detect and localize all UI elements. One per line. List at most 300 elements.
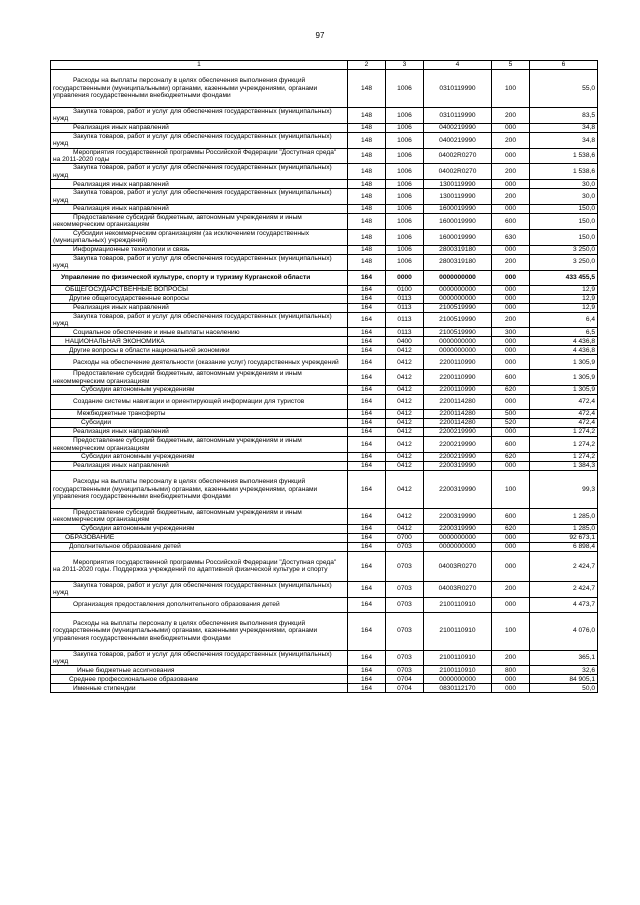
cell-expense-type: 620 [492,452,530,461]
column-header: 1 [51,61,348,70]
cell-expense-type: 520 [492,419,530,428]
table-row [51,370,598,386]
cell-admin-code: 148 [348,70,386,108]
cell-target-code: 2200110990 [424,386,492,395]
cell-expense-type: 000 [492,303,530,312]
cell-section-code: 1006 [386,245,424,254]
cell-expense-type: 620 [492,524,530,533]
cell-target-code: 1600019990 [424,205,492,214]
cell-expense-type: 000 [492,148,530,164]
cell-target-code: 2100519990 [424,312,492,328]
cell-section-code: 0412 [386,346,424,355]
table-row [51,355,598,370]
cell-name: Социальное обеспечение и иные выплаты населению [51,328,348,337]
cell-amount: 1 305,9 [530,386,598,395]
cell-name: Другие общегосударственные вопросы [51,294,348,303]
cell-amount: 92 673,1 [530,533,598,542]
cell-admin-code: 148 [348,205,386,214]
cell-admin-code: 164 [348,666,386,675]
cell-name: Закупка товаров, работ и услуг для обеспечения государственных (муниципальных) нужд [51,189,348,205]
cell-amount: 50,0 [530,684,598,693]
cell-section-code: 1006 [386,214,424,230]
table-row [51,395,598,410]
cell-amount: 1 305,9 [530,370,598,386]
cell-name: Реализация иных направлений [51,461,348,470]
cell-expense-type: 000 [492,542,530,551]
cell-expense-type: 200 [492,164,530,180]
cell-target-code: 2100110910 [424,612,492,650]
cell-expense-type: 000 [492,395,530,410]
cell-name: ОБРАЗОВАНИЕ [51,533,348,542]
cell-section-code: 0000 [386,270,424,285]
cell-name: Реализация иных направлений [51,428,348,437]
cell-name: Предоставление субсидий бюджетным, автономным учреждениям и иным некоммерческим организациям [51,437,348,453]
cell-section-code: 0412 [386,410,424,419]
cell-name: Закупка товаров, работ и услуг для обеспечения государственных (муниципальных) нужд [51,581,348,597]
cell-section-code: 0100 [386,285,424,294]
cell-admin-code: 164 [348,684,386,693]
cell-name: Создание системы навигации и ориентирующей информации для туристов [51,395,348,410]
cell-name: ОБЩЕГОСУДАРСТВЕННЫЕ ВОПРОСЫ [51,285,348,294]
cell-section-code: 0704 [386,675,424,684]
cell-target-code: 2100519990 [424,328,492,337]
table-row [51,428,598,437]
column-header: 4 [424,61,492,70]
table-row [51,337,598,346]
cell-admin-code: 148 [348,214,386,230]
cell-amount: 2 424,7 [530,581,598,597]
column-header: 5 [492,61,530,70]
cell-target-code: 2100110910 [424,650,492,666]
cell-expense-type: 800 [492,666,530,675]
cell-admin-code: 148 [348,245,386,254]
cell-amount: 99,3 [530,470,598,508]
cell-target-code: 04003R0270 [424,551,492,581]
cell-name: Другие вопросы в области национальной экономики [51,346,348,355]
cell-name: Закупка товаров, работ и услуг для обеспечения государственных (муниципальных) нужд [51,108,348,124]
table-row [51,123,598,132]
cell-amount: 3 250,0 [530,245,598,254]
cell-amount: 6 898,4 [530,542,598,551]
table-row [51,524,598,533]
cell-expense-type: 600 [492,508,530,524]
table-row [51,684,598,693]
cell-expense-type: 200 [492,254,530,270]
cell-target-code: 0000000000 [424,533,492,542]
cell-section-code: 1006 [386,229,424,245]
cell-amount: 12,9 [530,294,598,303]
column-header: 2 [348,61,386,70]
cell-expense-type: 000 [492,245,530,254]
cell-expense-type: 600 [492,437,530,453]
cell-amount: 150,0 [530,214,598,230]
cell-admin-code: 164 [348,612,386,650]
cell-amount: 55,0 [530,70,598,108]
cell-name: Расходы на выплаты персоналу в целях обеспечения выполнения функций государственными (муниципальными) органами, казенными учреждениями, органами управления государственными внебюджетными фондами [51,612,348,650]
cell-section-code: 1006 [386,148,424,164]
cell-amount: 12,9 [530,285,598,294]
cell-expense-type: 000 [492,675,530,684]
cell-amount: 30,0 [530,180,598,189]
cell-target-code: 1600019990 [424,214,492,230]
cell-expense-type: 000 [492,355,530,370]
cell-amount: 1 274,2 [530,437,598,453]
cell-amount: 1 538,6 [530,148,598,164]
table-row [51,164,598,180]
cell-expense-type: 100 [492,70,530,108]
cell-amount: 12,9 [530,303,598,312]
cell-amount: 472,4 [530,419,598,428]
cell-section-code: 1006 [386,180,424,189]
cell-amount: 472,4 [530,410,598,419]
cell-section-code: 0412 [386,386,424,395]
cell-section-code: 0113 [386,303,424,312]
table-row [51,132,598,148]
cell-target-code: 2200114280 [424,410,492,419]
cell-section-code: 0412 [386,524,424,533]
cell-target-code: 0830112170 [424,684,492,693]
cell-expense-type: 200 [492,581,530,597]
cell-name: Реализация иных направлений [51,303,348,312]
cell-name: Иные бюджетные ассигнования [51,666,348,675]
cell-amount: 1 274,2 [530,452,598,461]
table-row [51,470,598,508]
table-row [51,254,598,270]
cell-expense-type: 000 [492,684,530,693]
table-row [51,294,598,303]
cell-target-code: 2100110910 [424,597,492,612]
cell-section-code: 0412 [386,355,424,370]
cell-amount: 32,6 [530,666,598,675]
cell-section-code: 1006 [386,123,424,132]
cell-amount: 150,0 [530,229,598,245]
cell-section-code: 0704 [386,684,424,693]
cell-name: Субсидии автономным учреждениям [51,386,348,395]
table-row [51,542,598,551]
cell-name: Субсидии [51,419,348,428]
cell-section-code: 0703 [386,612,424,650]
cell-section-code: 0412 [386,428,424,437]
cell-section-code: 0703 [386,597,424,612]
cell-name: Реализация иных направлений [51,205,348,214]
cell-amount: 6,4 [530,312,598,328]
cell-section-code: 1006 [386,108,424,124]
cell-admin-code: 164 [348,337,386,346]
table-row [51,675,598,684]
budget-table [50,60,598,693]
cell-target-code: 0400219990 [424,123,492,132]
cell-amount: 84 905,1 [530,675,598,684]
cell-expense-type: 300 [492,328,530,337]
cell-admin-code: 148 [348,123,386,132]
cell-name: Среднее профессиональное образование [51,675,348,684]
cell-name: Реализация иных направлений [51,180,348,189]
cell-amount: 83,5 [530,108,598,124]
cell-amount: 1 274,2 [530,428,598,437]
cell-amount: 30,0 [530,189,598,205]
cell-target-code: 0000000000 [424,294,492,303]
cell-section-code: 1006 [386,70,424,108]
page-number: 97 [315,31,325,40]
cell-section-code: 0113 [386,294,424,303]
table-row [51,148,598,164]
table-row [51,214,598,230]
table-row [51,270,598,285]
cell-admin-code: 164 [348,524,386,533]
cell-section-code: 1006 [386,189,424,205]
cell-admin-code: 164 [348,508,386,524]
cell-amount: 150,0 [530,205,598,214]
table-row [51,597,598,612]
cell-name: Субсидии автономным учреждениям [51,452,348,461]
cell-admin-code: 164 [348,419,386,428]
cell-target-code: 0000000000 [424,542,492,551]
table-row [51,328,598,337]
table-row [51,108,598,124]
table-row [51,205,598,214]
table-row [51,419,598,428]
cell-section-code: 0703 [386,542,424,551]
table-row [51,452,598,461]
cell-admin-code: 164 [348,395,386,410]
cell-target-code: 0310119990 [424,108,492,124]
cell-target-code: 2800319180 [424,254,492,270]
cell-name: Расходы на выплаты персоналу в целях обеспечения выполнения функций государственными (муниципальными) органами, казенными учреждениями, органами управления государственными внебюджетными фондами [51,470,348,508]
cell-section-code: 0412 [386,419,424,428]
table-row [51,245,598,254]
cell-target-code: 0000000000 [424,337,492,346]
cell-admin-code: 164 [348,461,386,470]
cell-admin-code: 164 [348,410,386,419]
cell-admin-code: 164 [348,470,386,508]
column-header: 6 [530,61,598,70]
table-row [51,312,598,328]
cell-expense-type: 600 [492,370,530,386]
cell-target-code: 0000000000 [424,675,492,684]
cell-admin-code: 164 [348,542,386,551]
table-row [51,581,598,597]
cell-admin-code: 164 [348,533,386,542]
cell-expense-type: 000 [492,205,530,214]
cell-target-code: 0000000000 [424,270,492,285]
cell-target-code: 2200219990 [424,452,492,461]
cell-admin-code: 164 [348,312,386,328]
cell-expense-type: 000 [492,533,530,542]
table-row [51,551,598,581]
cell-name: Реализация иных направлений [51,123,348,132]
cell-target-code: 2800319180 [424,245,492,254]
cell-target-code: 2200114280 [424,419,492,428]
cell-target-code: 2200219990 [424,437,492,453]
cell-name: Предоставление субсидий бюджетным, автономным учреждениям и иным некоммерческим организациям [51,370,348,386]
cell-expense-type: 620 [492,386,530,395]
table-row [51,410,598,419]
cell-section-code: 0113 [386,312,424,328]
cell-admin-code: 148 [348,180,386,189]
cell-target-code: 0310119990 [424,70,492,108]
cell-admin-code: 164 [348,428,386,437]
table-row [51,285,598,294]
table-body [51,70,598,693]
table-row [51,533,598,542]
cell-amount: 3 250,0 [530,254,598,270]
cell-target-code: 04003R0270 [424,581,492,597]
cell-expense-type: 000 [492,180,530,189]
cell-target-code: 2200319990 [424,461,492,470]
cell-section-code: 0412 [386,452,424,461]
cell-section-code: 0412 [386,470,424,508]
cell-amount: 1 538,6 [530,164,598,180]
cell-admin-code: 164 [348,551,386,581]
cell-admin-code: 164 [348,355,386,370]
cell-name: Предоставление субсидий бюджетным, автономным учреждениям и иным некоммерческим организациям [51,214,348,230]
cell-section-code: 0412 [386,461,424,470]
cell-section-code: 0703 [386,581,424,597]
cell-section-code: 1006 [386,254,424,270]
cell-section-code: 1006 [386,132,424,148]
cell-expense-type: 000 [492,337,530,346]
cell-target-code: 0400219990 [424,132,492,148]
cell-target-code: 2200319990 [424,524,492,533]
cell-admin-code: 148 [348,148,386,164]
cell-expense-type: 000 [492,461,530,470]
cell-name: Закупка товаров, работ и услуг для обеспечения государственных (муниципальных) нужд [51,650,348,666]
cell-expense-type: 000 [492,123,530,132]
cell-admin-code: 148 [348,164,386,180]
table-row [51,229,598,245]
table-row [51,70,598,108]
cell-amount: 6,5 [530,328,598,337]
cell-section-code: 0412 [386,395,424,410]
cell-target-code: 0000000000 [424,346,492,355]
cell-section-code: 1006 [386,205,424,214]
cell-name: Субсидии автономным учреждениям [51,524,348,533]
cell-amount: 433 455,5 [530,270,598,285]
cell-admin-code: 164 [348,650,386,666]
cell-target-code: 2200114280 [424,395,492,410]
cell-admin-code: 164 [348,386,386,395]
cell-expense-type: 000 [492,270,530,285]
cell-name: Дополнительное образование детей [51,542,348,551]
cell-section-code: 0703 [386,666,424,675]
column-header: 3 [386,61,424,70]
cell-expense-type: 200 [492,132,530,148]
cell-name: Субсидии некоммерческим организациям (за исключением государственных (муниципальных) учреждений) [51,229,348,245]
cell-target-code: 2200110990 [424,370,492,386]
cell-amount: 1 384,3 [530,461,598,470]
cell-admin-code: 164 [348,270,386,285]
table-row [51,437,598,453]
cell-expense-type: 100 [492,470,530,508]
cell-name: Предоставление субсидий бюджетным, автономным учреждениям и иным некоммерческим организациям [51,508,348,524]
cell-target-code: 2200110990 [424,355,492,370]
cell-target-code: 1300119990 [424,180,492,189]
cell-amount: 2 424,7 [530,551,598,581]
cell-admin-code: 164 [348,597,386,612]
cell-name: Расходы на обеспечение деятельности (оказание услуг) государственных учреждений [51,355,348,370]
cell-section-code: 0113 [386,328,424,337]
cell-target-code: 2200319990 [424,470,492,508]
table-row [51,189,598,205]
cell-amount: 4 436,8 [530,346,598,355]
table-row [51,386,598,395]
cell-amount: 34,8 [530,132,598,148]
cell-amount: 4 436,8 [530,337,598,346]
cell-amount: 472,4 [530,395,598,410]
cell-name: Организация предоставления дополнительного образования детей [51,597,348,612]
cell-target-code: 0000000000 [424,285,492,294]
cell-target-code: 2100110910 [424,666,492,675]
table-row [51,461,598,470]
cell-name: Закупка товаров, работ и услуг для обеспечения государственных (муниципальных) нужд [51,164,348,180]
cell-section-code: 0400 [386,337,424,346]
cell-name: Закупка товаров, работ и услуг для обеспечения государственных (муниципальных) нужд [51,254,348,270]
cell-admin-code: 148 [348,108,386,124]
table-row [51,650,598,666]
cell-admin-code: 148 [348,132,386,148]
cell-expense-type: 200 [492,108,530,124]
cell-target-code: 2200219990 [424,428,492,437]
cell-admin-code: 164 [348,437,386,453]
cell-amount: 34,8 [530,123,598,132]
cell-expense-type: 000 [492,551,530,581]
cell-admin-code: 164 [348,675,386,684]
cell-expense-type: 200 [492,189,530,205]
cell-section-code: 0703 [386,650,424,666]
cell-section-code: 0412 [386,437,424,453]
cell-name: Мероприятия государственной программы Российской Федерации "Доступная среда" на 2011-2020 годы. Поддержка учреждений по адаптивной физической культуре и спорту [51,551,348,581]
cell-expense-type: 200 [492,312,530,328]
cell-name: Расходы на выплаты персоналу в целях обеспечения выполнения функций государственными (муниципальными) органами, казенными учреждениями, органами управления государственными внебюджетными фондами [51,70,348,108]
cell-amount: 4 473,7 [530,597,598,612]
cell-expense-type: 100 [492,612,530,650]
cell-name: Управление по физической культуре, спорту и туризму Курганской области [51,270,348,285]
table-row [51,508,598,524]
cell-target-code: 2200319990 [424,508,492,524]
cell-expense-type: 000 [492,428,530,437]
cell-admin-code: 164 [348,285,386,294]
cell-admin-code: 164 [348,328,386,337]
cell-admin-code: 164 [348,370,386,386]
cell-target-code: 04002R0270 [424,148,492,164]
table-row [51,303,598,312]
cell-amount: 1 285,0 [530,508,598,524]
cell-expense-type: 630 [492,229,530,245]
cell-amount: 1 285,0 [530,524,598,533]
table-row [51,666,598,675]
cell-amount: 4 076,0 [530,612,598,650]
cell-target-code: 1600019990 [424,229,492,245]
table-header-row [51,61,598,70]
table-row [51,612,598,650]
cell-expense-type: 000 [492,285,530,294]
cell-admin-code: 164 [348,452,386,461]
cell-expense-type: 000 [492,346,530,355]
cell-admin-code: 164 [348,346,386,355]
cell-expense-type: 600 [492,214,530,230]
cell-expense-type: 500 [492,410,530,419]
cell-target-code: 2100519990 [424,303,492,312]
cell-section-code: 0700 [386,533,424,542]
cell-amount: 365,1 [530,650,598,666]
cell-expense-type: 200 [492,650,530,666]
cell-name: Межбюджетные трансферты [51,410,348,419]
table-row [51,180,598,189]
cell-admin-code: 148 [348,229,386,245]
cell-section-code: 0703 [386,551,424,581]
cell-name: Закупка товаров, работ и услуг для обеспечения государственных (муниципальных) нужд [51,132,348,148]
cell-name: Информационные технологии и связь [51,245,348,254]
